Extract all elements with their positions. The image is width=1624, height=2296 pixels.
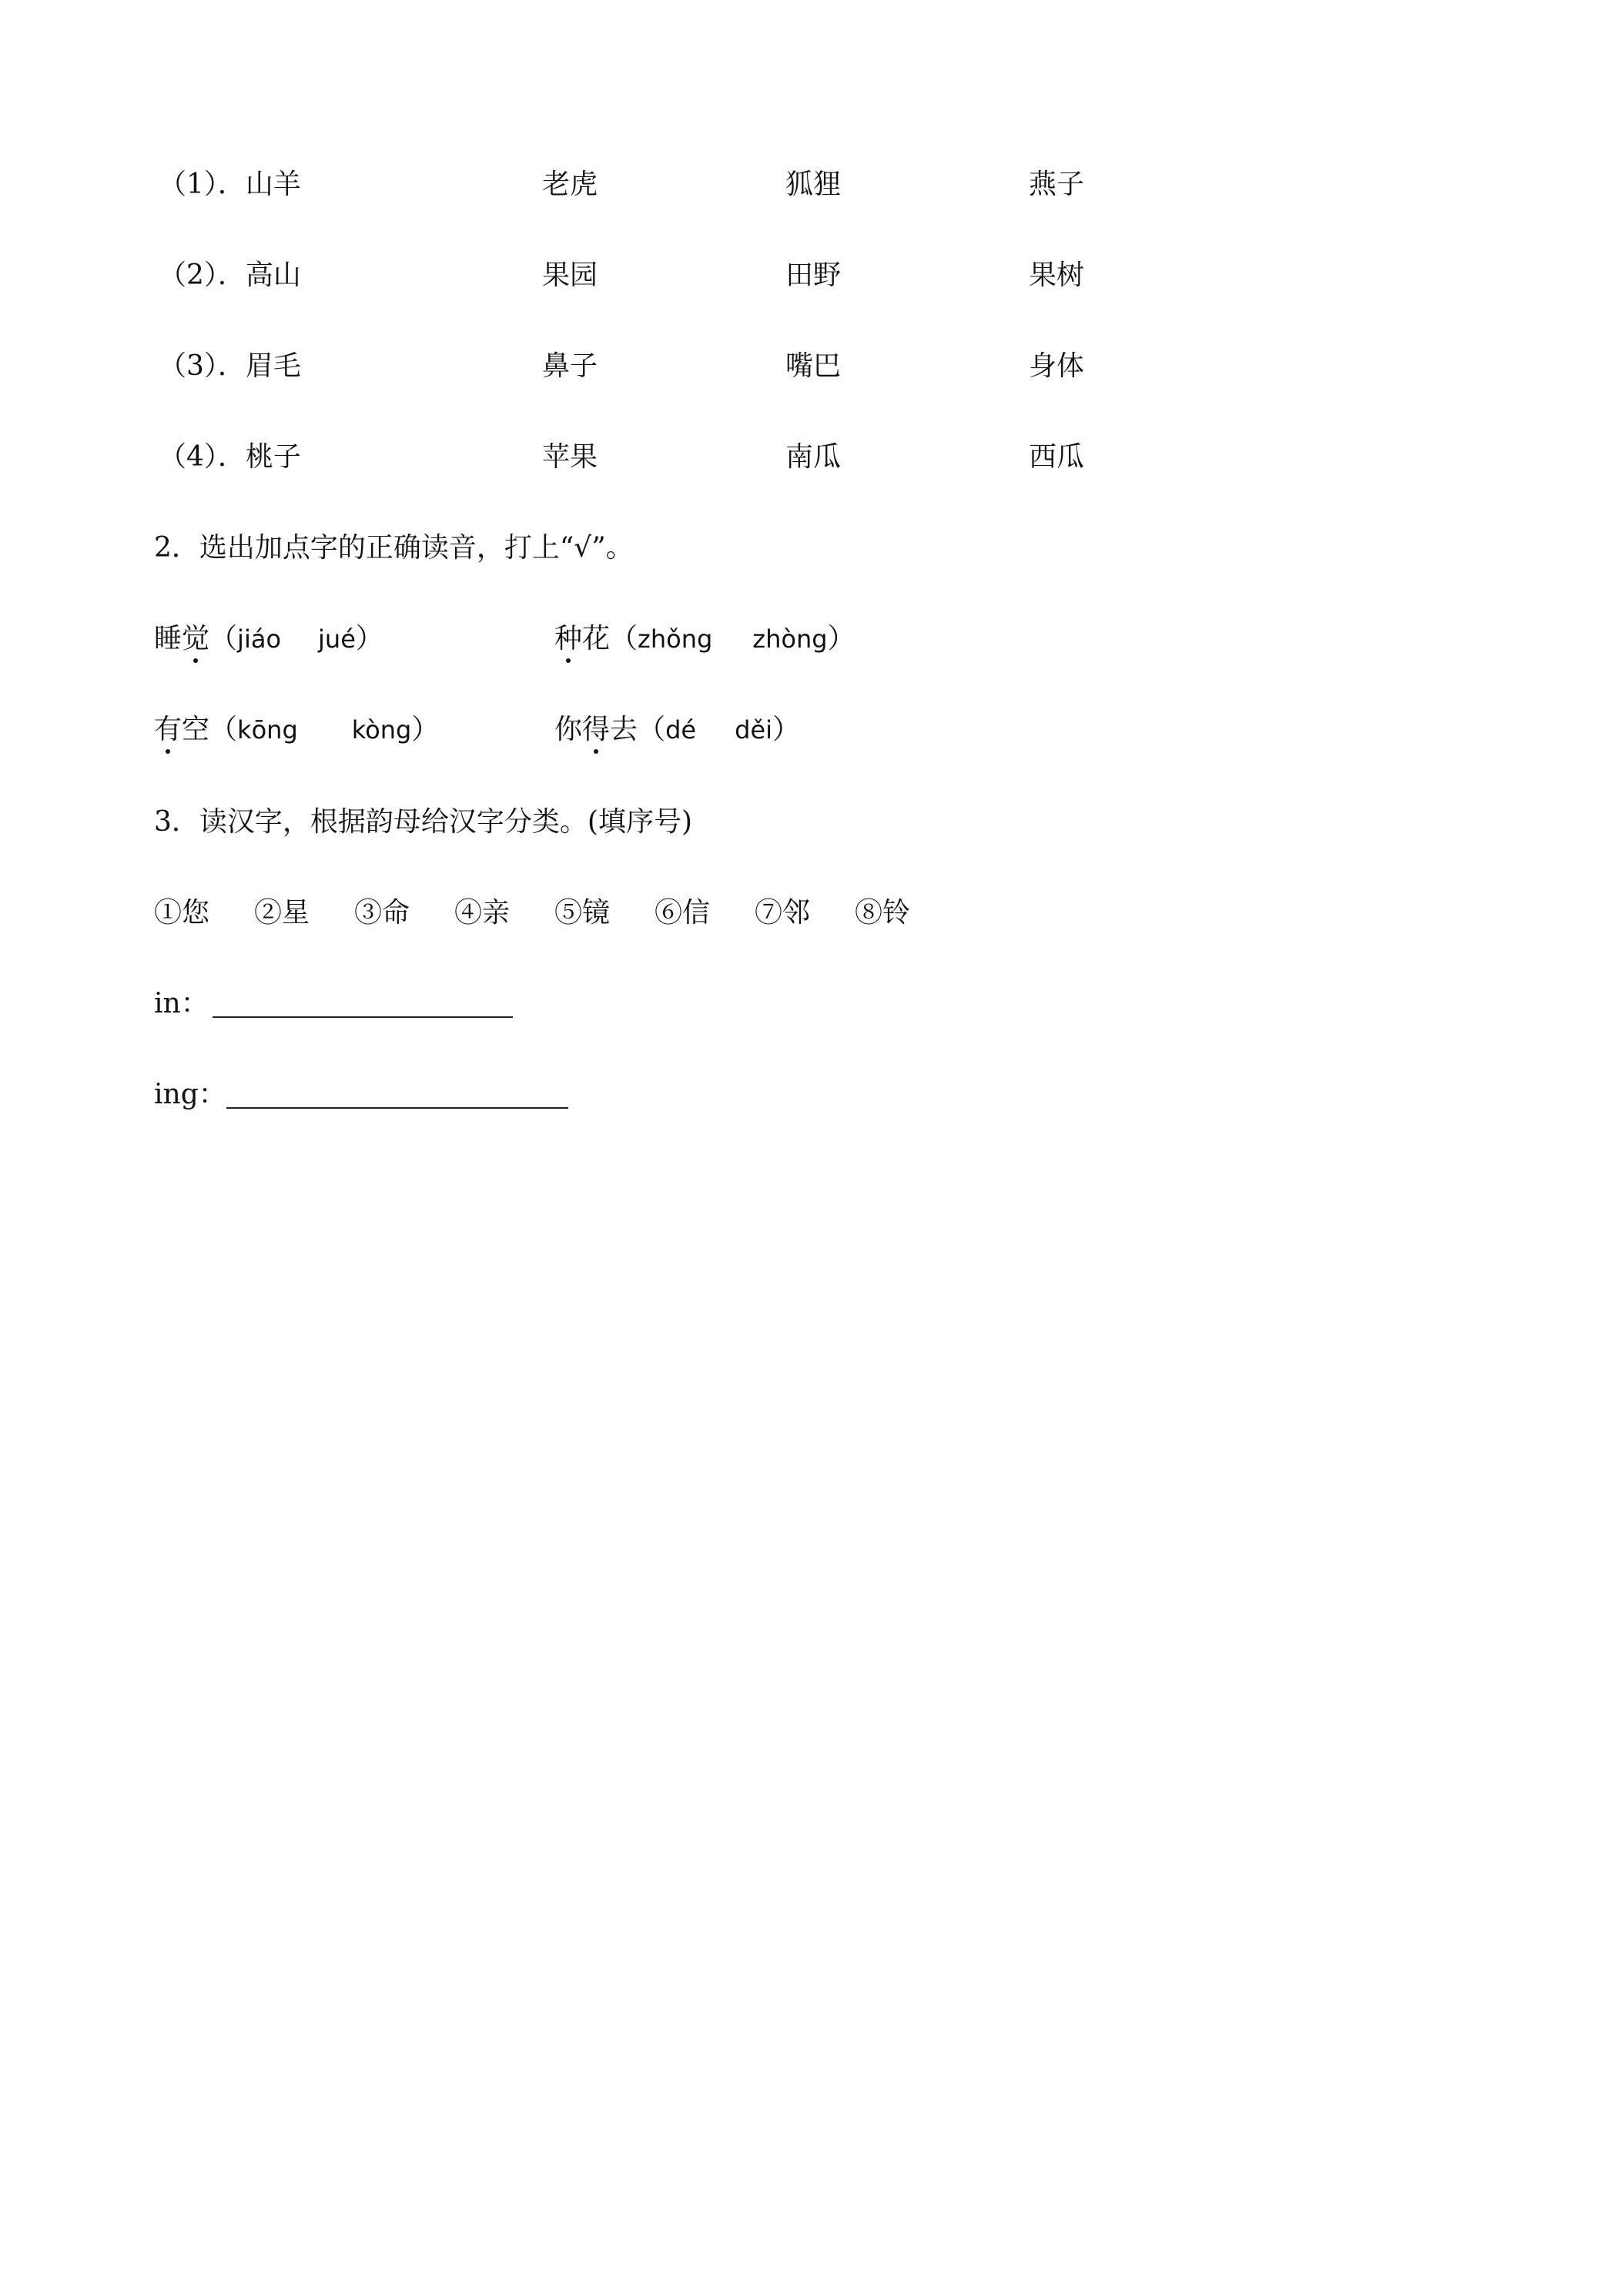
q1-row4-label: （4）．桃子	[159, 441, 301, 473]
q1-row4-word2: 苹果	[542, 441, 598, 473]
q2-item1-pre: 睡	[154, 623, 182, 654]
q2-item2-post: 花	[582, 623, 611, 654]
q1-row3-word2: 鼻子	[542, 350, 598, 382]
q2-item3-dotted-char: 有	[154, 714, 182, 745]
q2-item3-open: （	[209, 714, 238, 745]
q3-char-4: ④亲	[454, 897, 511, 929]
q1-row2-word3: 田野	[785, 259, 842, 291]
q3-ing-label: ing：	[154, 1079, 226, 1110]
q2-item1-option2: jué	[318, 624, 356, 654]
q3-char-5: ⑤镜	[554, 897, 611, 929]
q1-row1-label: （1）．山羊	[159, 169, 301, 200]
q3-in-label: in：	[154, 988, 209, 1019]
q1-row1-word3: 狐狸	[785, 169, 842, 200]
q3-ing-answer-line[interactable]	[226, 1107, 568, 1109]
q2-item1-dotted-char: 觉	[182, 623, 210, 654]
q2-item-4	[554, 713, 800, 747]
q2-item-1	[154, 622, 383, 656]
q1-row2-word2: 果园	[542, 259, 598, 291]
q2-item4-close: ）	[772, 714, 800, 745]
q2-item2-close: ）	[827, 623, 856, 654]
q2-item2-open: （	[610, 623, 638, 654]
q2-item2-option2: zhòng	[752, 624, 828, 654]
q2-item3-close: ）	[411, 714, 440, 745]
q1-row2-word4: 果树	[1029, 259, 1085, 291]
q1-row1-word2: 老虎	[542, 169, 598, 200]
q2-item3-option1: kōng	[237, 715, 298, 745]
q1-row1-word4: 燕子	[1029, 169, 1085, 200]
q2-item1-option1: jiáo	[237, 624, 282, 654]
q3-in-answer-line[interactable]	[213, 1016, 513, 1018]
q2-item2-option1: zhǒng	[638, 624, 713, 654]
q2-item4-option2: děi	[735, 715, 772, 745]
q1-row4-word3: 南瓜	[785, 441, 842, 473]
q2-item1-close: ）	[355, 623, 383, 654]
q2-item2-dotted-char: 种	[554, 623, 583, 654]
q2-item3-post: 空	[182, 714, 210, 745]
q2-item4-open: （	[638, 714, 666, 745]
q3-title: 3．读汉字，根据韵母给汉字分类。(填序号)	[154, 806, 692, 838]
q2-item4-dotted-char: 得	[582, 714, 611, 745]
q2-title: 2．选出加点字的正确读音，打上“√”。	[154, 532, 634, 564]
q3-char-6: ⑥信	[655, 897, 711, 929]
q1-row3-word4: 身体	[1029, 350, 1085, 382]
q1-row4-word4: 西瓜	[1029, 441, 1085, 473]
q3-char-1: ①您	[154, 897, 210, 929]
q2-item-2	[554, 622, 856, 656]
q3-char-3: ③命	[354, 897, 410, 929]
q1-row2-label: （2）．高山	[159, 259, 301, 291]
q2-item1-open: （	[209, 623, 238, 654]
q2-item3-option2: kòng	[351, 715, 412, 745]
q2-item4-option1: dé	[665, 715, 697, 745]
q1-row3-word3: 嘴巴	[785, 350, 842, 382]
q2-item-3	[154, 713, 439, 747]
q3-char-7: ⑦邻	[755, 897, 811, 929]
q1-row3-label: （3）．眉毛	[159, 350, 301, 382]
q2-item4-pre: 你	[554, 714, 583, 745]
q3-char-8: ⑧铃	[855, 897, 911, 929]
q3-char-2: ②星	[254, 897, 310, 929]
q2-item4-post: 去	[610, 714, 638, 745]
